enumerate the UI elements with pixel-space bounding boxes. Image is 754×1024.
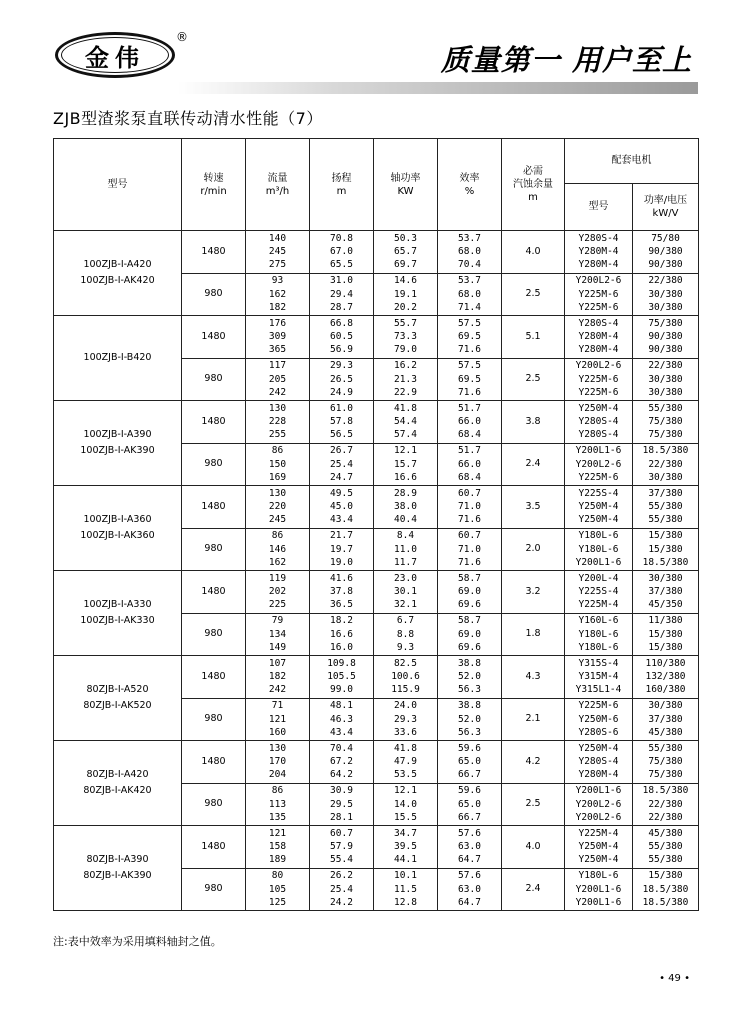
efficiency-cell: 38.8 52.0 56.3 [438,698,502,741]
efficiency-cell: 51.7 66.0 68.4 [438,401,502,444]
page-number: • 49 • [659,973,690,984]
speed-cell: 1480 [182,231,246,274]
model-cell: 80ZJB-Ⅰ-A520 80ZJB-Ⅰ-AK520 [54,656,182,741]
model-cell: 100ZJB-Ⅰ-B420 [54,316,182,401]
page-title: ZJB型渣浆泵直联传动清水性能（7） [53,109,323,128]
npsh-cell: 2.5 [502,358,565,401]
shaft-power-cell: 28.9 38.0 40.4 [374,486,438,529]
model-cell: 100ZJB-Ⅰ-A330 100ZJB-Ⅰ-AK330 [54,571,182,656]
npsh-cell: 2.4 [502,868,565,911]
speed-cell: 980 [182,528,246,571]
motor-power-cell: 15/380 18.5/380 18.5/380 [633,868,699,911]
motor-model-cell: Y280S-4 Y280M-4 Y280M-4 [565,316,633,359]
motor-model-cell: Y250M-4 Y280S-4 Y280S-4 [565,401,633,444]
head-cell: 49.5 45.0 43.4 [310,486,374,529]
model-cell: 100ZJB-Ⅰ-A420 100ZJB-Ⅰ-AK420 [54,231,182,316]
header-bar [178,82,698,94]
shaft-power-cell: 24.0 29.3 33.6 [374,698,438,741]
model-cell: 100ZJB-Ⅰ-A360 100ZJB-Ⅰ-AK360 [54,486,182,571]
npsh-cell: 3.5 [502,486,565,529]
shaft-power-cell: 12.1 14.0 15.5 [374,783,438,826]
head-cell: 109.8 105.5 99.0 [310,656,374,699]
shaft-power-cell: 14.6 19.1 20.2 [374,273,438,316]
head-cell: 61.0 57.8 56.5 [310,401,374,444]
motor-power-cell: 22/380 30/380 30/380 [633,273,699,316]
motor-model-cell: Y200L2-6 Y225M-6 Y225M-6 [565,358,633,401]
npsh-cell: 4.3 [502,656,565,699]
efficiency-cell: 59.6 65.0 66.7 [438,741,502,784]
motor-power-cell: 75/80 90/380 90/380 [633,231,699,274]
npsh-cell: 2.4 [502,443,565,486]
table-row [54,571,699,614]
flow-cell: 130 220 245 [246,486,310,529]
table-row [54,401,699,444]
npsh-cell: 2.0 [502,528,565,571]
table-row [54,826,699,869]
motor-power-cell: 30/380 37/380 45/380 [633,698,699,741]
head-cell: 70.8 67.0 65.5 [310,231,374,274]
shaft-power-cell: 34.7 39.5 44.1 [374,826,438,869]
flow-cell: 130 170 204 [246,741,310,784]
motor-power-cell: 30/380 37/380 45/350 [633,571,699,614]
efficiency-cell: 59.6 65.0 66.7 [438,783,502,826]
flow-cell: 107 182 242 [246,656,310,699]
npsh-cell: 4.0 [502,826,565,869]
performance-table [53,138,699,911]
shaft-power-cell: 12.1 15.7 16.6 [374,443,438,486]
flow-cell: 121 158 189 [246,826,310,869]
table-body [54,231,699,911]
flow-cell: 176 309 365 [246,316,310,359]
shaft-power-cell: 8.4 11.0 11.7 [374,528,438,571]
motor-model-cell: Y225M-6 Y250M-6 Y280S-6 [565,698,633,741]
head-cell: 26.7 25.4 24.7 [310,443,374,486]
efficiency-cell: 51.7 66.0 68.4 [438,443,502,486]
efficiency-cell: 57.6 63.0 64.7 [438,826,502,869]
head-cell: 26.2 25.4 24.2 [310,868,374,911]
motor-power-cell: 55/380 75/380 75/380 [633,741,699,784]
head-cell: 66.8 60.5 56.9 [310,316,374,359]
header-motor-model: 型号 [565,184,633,231]
table-row [54,656,699,699]
efficiency-cell: 57.5 69.5 71.6 [438,358,502,401]
head-cell: 70.4 67.2 64.2 [310,741,374,784]
efficiency-cell: 53.7 68.0 70.4 [438,231,502,274]
npsh-cell: 2.5 [502,783,565,826]
header-model: 型号 [54,139,182,231]
flow-cell: 86 150 169 [246,443,310,486]
header-motor-power: 功率/电压 kW/V [633,184,699,231]
efficiency-cell: 38.8 52.0 56.3 [438,656,502,699]
speed-cell: 980 [182,613,246,656]
table-row [54,316,699,359]
flow-cell: 86 146 162 [246,528,310,571]
speed-cell: 980 [182,273,246,316]
speed-cell: 1480 [182,656,246,699]
speed-cell: 980 [182,358,246,401]
head-cell: 21.7 19.7 19.0 [310,528,374,571]
speed-cell: 1480 [182,486,246,529]
head-cell: 60.7 57.9 55.4 [310,826,374,869]
head-cell: 48.1 46.3 43.4 [310,698,374,741]
efficiency-cell: 57.5 69.5 71.6 [438,316,502,359]
table-row [54,486,699,529]
head-cell: 30.9 29.5 28.1 [310,783,374,826]
shaft-power-cell: 50.3 65.7 69.7 [374,231,438,274]
speed-cell: 980 [182,783,246,826]
motor-model-cell: Y180L-6 Y180L-6 Y200L1-6 [565,528,633,571]
motor-power-cell: 55/380 75/380 75/380 [633,401,699,444]
table-row [54,231,699,274]
npsh-cell: 3.8 [502,401,565,444]
speed-cell: 1480 [182,401,246,444]
efficiency-cell: 60.7 71.0 71.6 [438,528,502,571]
efficiency-cell: 57.6 63.0 64.7 [438,868,502,911]
motor-power-cell: 22/380 30/380 30/380 [633,358,699,401]
motor-model-cell: Y225M-4 Y250M-4 Y250M-4 [565,826,633,869]
shaft-power-cell: 16.2 21.3 22.9 [374,358,438,401]
motor-model-cell: Y280S-4 Y280M-4 Y280M-4 [565,231,633,274]
head-cell: 31.0 29.4 28.7 [310,273,374,316]
shaft-power-cell: 82.5 100.6 115.9 [374,656,438,699]
motor-model-cell: Y250M-4 Y280S-4 Y280M-4 [565,741,633,784]
flow-cell: 117 205 242 [246,358,310,401]
speed-cell: 1480 [182,571,246,614]
head-cell: 18.2 16.6 16.0 [310,613,374,656]
model-cell: 80ZJB-Ⅰ-A390 80ZJB-Ⅰ-AK390 [54,826,182,911]
motor-power-cell: 110/380 132/380 160/380 [633,656,699,699]
flow-cell: 80 105 125 [246,868,310,911]
model-cell: 100ZJB-Ⅰ-A390 100ZJB-Ⅰ-AK390 [54,401,182,486]
shaft-power-cell: 10.1 11.5 12.8 [374,868,438,911]
motor-model-cell: Y160L-6 Y180L-6 Y180L-6 [565,613,633,656]
motor-power-cell: 15/380 15/380 18.5/380 [633,528,699,571]
slogan: 质量第一 用户至上 [440,43,692,77]
head-cell: 29.3 26.5 24.9 [310,358,374,401]
shaft-power-cell: 23.0 30.1 32.1 [374,571,438,614]
motor-power-cell: 18.5/380 22/380 30/380 [633,443,699,486]
brand-logo-text: 金伟 [61,37,169,73]
efficiency-cell: 60.7 71.0 71.6 [438,486,502,529]
motor-model-cell: Y200L1-6 Y200L2-6 Y225M-6 [565,443,633,486]
registered-mark: ® [176,30,188,44]
motor-model-cell: Y200L-4 Y225S-4 Y225M-4 [565,571,633,614]
brand-logo [55,32,175,78]
head-cell: 41.6 37.8 36.5 [310,571,374,614]
motor-model-cell: Y225S-4 Y250M-4 Y250M-4 [565,486,633,529]
flow-cell: 79 134 149 [246,613,310,656]
header-efficiency: 效率 % [438,139,502,231]
motor-model-cell: Y200L1-6 Y200L2-6 Y200L2-6 [565,783,633,826]
header-shaft-power: 轴功率 KW [374,139,438,231]
npsh-cell: 4.2 [502,741,565,784]
flow-cell: 119 202 225 [246,571,310,614]
speed-cell: 1480 [182,316,246,359]
speed-cell: 980 [182,868,246,911]
flow-cell: 130 228 255 [246,401,310,444]
motor-model-cell: Y315S-4 Y315M-4 Y315L1-4 [565,656,633,699]
flow-cell: 140 245 275 [246,231,310,274]
shaft-power-cell: 6.7 8.8 9.3 [374,613,438,656]
header-speed: 转速 r/min [182,139,246,231]
shaft-power-cell: 41.8 47.9 53.5 [374,741,438,784]
npsh-cell: 3.2 [502,571,565,614]
header-flow: 流量 m³/h [246,139,310,231]
npsh-cell: 4.0 [502,231,565,274]
efficiency-cell: 58.7 69.0 69.6 [438,571,502,614]
speed-cell: 980 [182,698,246,741]
npsh-cell: 2.5 [502,273,565,316]
header-npsh: 必需 汽蚀余量 m [502,139,565,231]
table-row [54,741,699,784]
motor-model-cell: Y180L-6 Y200L1-6 Y200L1-6 [565,868,633,911]
motor-power-cell: 18.5/380 22/380 22/380 [633,783,699,826]
motor-power-cell: 11/380 15/380 15/380 [633,613,699,656]
speed-cell: 980 [182,443,246,486]
speed-cell: 1480 [182,826,246,869]
motor-power-cell: 75/380 90/380 90/380 [633,316,699,359]
shaft-power-cell: 55.7 73.3 79.0 [374,316,438,359]
npsh-cell: 2.1 [502,698,565,741]
motor-power-cell: 45/380 55/380 55/380 [633,826,699,869]
model-cell: 80ZJB-Ⅰ-A420 80ZJB-Ⅰ-AK420 [54,741,182,826]
flow-cell: 71 121 160 [246,698,310,741]
flow-cell: 93 162 182 [246,273,310,316]
motor-power-cell: 37/380 55/380 55/380 [633,486,699,529]
speed-cell: 1480 [182,741,246,784]
motor-model-cell: Y200L2-6 Y225M-6 Y225M-6 [565,273,633,316]
npsh-cell: 1.8 [502,613,565,656]
header-head: 扬程 m [310,139,374,231]
npsh-cell: 5.1 [502,316,565,359]
shaft-power-cell: 41.8 54.4 57.4 [374,401,438,444]
footnote: 注:表中效率为采用填料轴封之值。 [53,935,222,948]
efficiency-cell: 53.7 68.0 71.4 [438,273,502,316]
flow-cell: 86 113 135 [246,783,310,826]
header-motor-group: 配套电机 [565,139,699,184]
efficiency-cell: 58.7 69.0 69.6 [438,613,502,656]
